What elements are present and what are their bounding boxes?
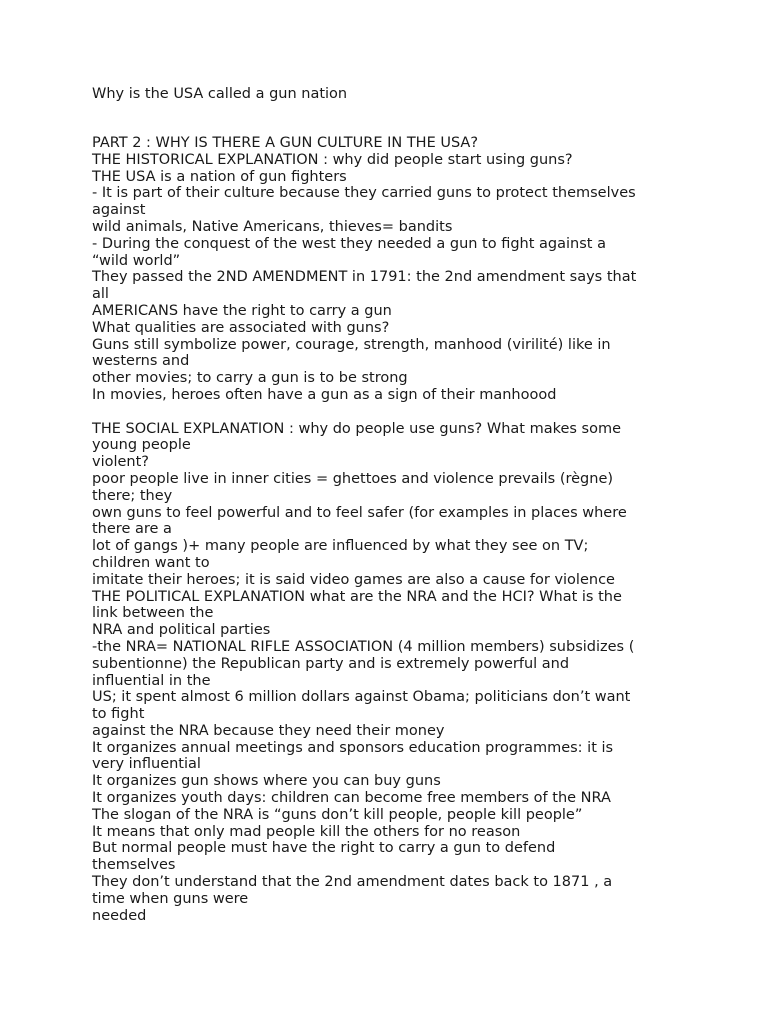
text-line: THE SOCIAL EXPLANATION : why do people use guns? What makes some	[92, 420, 622, 437]
text-line: themselves	[92, 857, 176, 874]
text-line: to fight	[92, 706, 145, 723]
text-line: against the NRA because they need their money	[92, 722, 445, 739]
text-line: time when guns were	[92, 890, 249, 907]
text-line: “wild world”	[92, 252, 181, 269]
text-line: all	[92, 286, 109, 303]
text-line: It organizes youth days: children can become free members of the NRA	[92, 790, 611, 807]
text-line: The slogan of the NRA is “guns don’t kill people, people kill people”	[92, 806, 583, 823]
text-line: Guns still symbolize power, courage, strength, manhood (virilité) like in	[92, 336, 611, 353]
text-line: children want to	[92, 554, 210, 571]
text-line: violent?	[92, 454, 150, 471]
text-line: subentionne) the Republican party and is extremely powerful and	[92, 655, 570, 672]
text-line: It organizes annual meetings and sponsors education programmes: it is	[92, 739, 614, 756]
text-line: THE HISTORICAL EXPLANATION : why did people start using guns?	[92, 151, 573, 168]
text-line: wild animals, Native Americans, thieves= bandits	[92, 218, 453, 235]
text-line: NRA and political parties	[92, 622, 271, 639]
text-line: In movies, heroes often have a gun as a sign of their manhoood	[92, 386, 557, 403]
text-line: US; it spent almost 6 million dollars against Obama; politicians don’t want	[92, 689, 631, 706]
text-line: there; they	[92, 487, 173, 504]
text-line: They don’t understand that the 2nd amendment dates back to 1871 , a	[92, 874, 613, 891]
text-line: link between the	[92, 605, 214, 622]
text-line: - During the conquest of the west they needed a gun to fight against a	[92, 235, 606, 252]
text-line: there are a	[92, 521, 172, 538]
text-line: It means that only mad people kill the others for no reason	[92, 823, 521, 840]
text-line: They passed the 2ND AMENDMENT in 1791: the 2nd amendment says that	[92, 269, 637, 286]
text-line: - It is part of their culture because they carried guns to protect themselves	[92, 185, 636, 202]
text-line: imitate their heroes; it is said video games are also a cause for violence	[92, 571, 615, 588]
text-line: other movies; to carry a gun is to be strong	[92, 370, 408, 387]
text-line: It organizes gun shows where you can buy guns	[92, 773, 441, 790]
document-title: Why is the USA called a gun nation	[92, 86, 348, 102]
text-line: against	[92, 202, 146, 219]
text-line: THE POLITICAL EXPLANATION what are the NRA and the HCI? What is the	[92, 588, 622, 605]
text-line: lot of gangs )+ many people are influenced by what they see on TV;	[92, 538, 589, 555]
text-line: own guns to feel powerful and to feel safer (for examples in places where	[92, 504, 627, 521]
text-line: AMERICANS have the right to carry a gun	[92, 302, 392, 319]
text-line: poor people live in inner cities = ghettoes and violence prevails (règne)	[92, 470, 614, 487]
text-line: young people	[92, 437, 191, 454]
text-line: very influential	[92, 756, 201, 773]
text-line: needed	[92, 907, 147, 924]
text-line: But normal people must have the right to carry a gun to defend	[92, 840, 556, 857]
blank-line	[92, 404, 712, 421]
document-body	[92, 135, 712, 924]
text-line: PART 2 : WHY IS THERE A GUN CULTURE IN THE USA?	[92, 135, 479, 151]
text-line: westerns and	[92, 353, 190, 370]
text-line: influential in the	[92, 672, 211, 689]
text-line: What qualities are associated with guns?	[92, 319, 390, 336]
text-line: THE USA is a nation of gun fighters	[92, 168, 347, 185]
text-line: -the NRA= NATIONAL RIFLE ASSOCIATION (4 million members) subsidizes (	[92, 638, 635, 655]
